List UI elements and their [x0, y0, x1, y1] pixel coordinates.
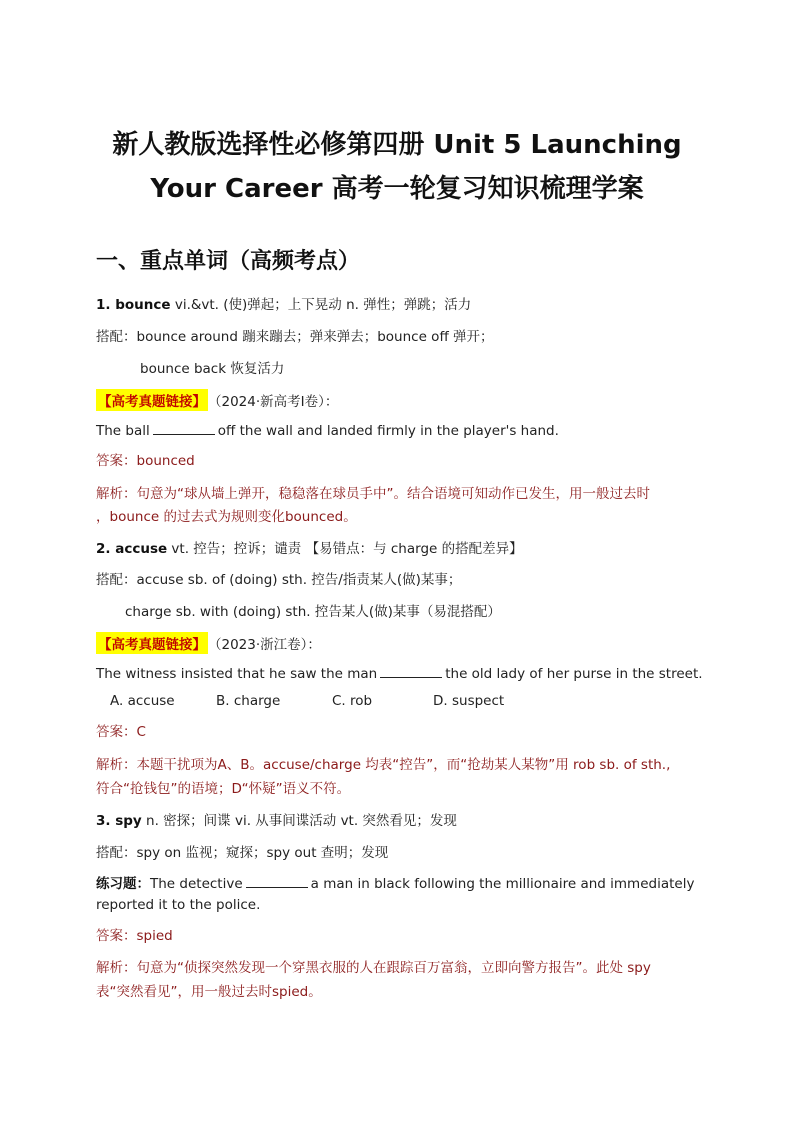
word-term: 2. accuse [96, 541, 168, 557]
word-definition: vi.&vt. (使)弹起；上下晃动 n. 弹性；弹跳；活力 [170, 297, 472, 313]
explanation-line: ，bounce 的过去式为规则变化bounced。 [96, 509, 357, 525]
exercise-text: a man in black following the millionaire and immediately [310, 876, 695, 892]
explanation-line: 解析：句意为“球从墙上弹开，稳稳落在球员手中”。结合语境可知动作已发生，用一般过去时 [96, 486, 650, 502]
collocation-line: charge sb. with (doing) sth. 控告某人(做)某事（易混搭配） [125, 604, 501, 620]
word-term: 3. spy [96, 813, 142, 829]
word-definition: vt. 控告；控诉；谴责 【易错点：与 charge 的搭配差异】 [167, 541, 523, 557]
explanation-line: 解析：句意为“侦探突然发现一个穿黑衣服的人在跟踪百万富翁，立即向警方报告”。此处 spy [96, 960, 651, 976]
collocation-line: 搭配：spy on 监视；窥探；spy out 查明；发现 [96, 845, 389, 861]
answer-blank [246, 875, 308, 888]
word-entry-bounce [96, 293, 471, 313]
question-text: The ball [96, 423, 150, 439]
exam-link-tag: 【高考真题链接】 [96, 632, 208, 654]
answer-line: 答案：bounced [96, 453, 195, 469]
collocation-line: 搭配：accuse sb. of (doing) sth. 控告/指责某人(做)某事； [96, 572, 462, 588]
word-definition: n. 密探；间谍 vi. 从事间谍活动 vt. 突然看见；发现 [141, 813, 457, 829]
answer-line: 答案：spied [96, 928, 173, 944]
options-line [110, 693, 504, 709]
exercise-label: 练习题： [96, 876, 150, 892]
doc-title-line1: 新人教版选择性必修第四册 Unit 5 Launching [112, 130, 682, 160]
answer-blank [380, 665, 442, 678]
collocation-line: bounce back 恢复活力 [140, 361, 285, 377]
collocation-line: 搭配：bounce around 蹦来蹦去；弹来弹去；bounce off 弹开； [96, 329, 494, 345]
option-a: A. accuse [110, 693, 175, 709]
question-text: off the wall and landed firmly in the player's hand. [217, 423, 559, 439]
exam-link-tag: 【高考真题链接】 [96, 389, 208, 411]
answer-line: 答案：C [96, 724, 146, 740]
explanation-line: 解析：本题干扰项为A、B。accuse/charge 均表“控告”，而“抢劫某人某物”用 rob sb. of sth., [96, 757, 671, 773]
question-text: the old lady of her purse in the street. [445, 666, 703, 682]
option-d: D. suspect [433, 693, 505, 709]
exercise-line: reported it to the police. [96, 897, 261, 913]
explanation-line: 表“突然看见”，用一般过去时spied。 [96, 984, 322, 1000]
section-heading: 一、重点单词（高频考点） [96, 249, 361, 274]
word-entry-accuse [96, 537, 523, 557]
question-text: The witness insisted that he saw the man [96, 666, 378, 682]
exam-link-line [96, 632, 321, 654]
word-entry-spy [96, 809, 457, 829]
exam-link-source: （2024·新高考Ⅰ卷）： [208, 394, 339, 410]
explanation-line: 符合“抢钱包”的语境；D“怀疑”语义不符。 [96, 781, 351, 797]
doc-title-line2: Your Career 高考一轮复习知识梳理学案 [150, 174, 644, 204]
exam-link-source: （2023·浙江卷）： [208, 637, 321, 653]
answer-blank [153, 422, 215, 435]
option-b: B. charge [216, 693, 281, 709]
exercise-text: The detective [150, 876, 243, 892]
word-term: 1. bounce [96, 297, 171, 313]
question-line [96, 665, 703, 682]
option-c: C. rob [332, 693, 373, 709]
exercise-line [96, 872, 694, 892]
question-line [96, 422, 559, 439]
exam-link-line [96, 389, 338, 411]
